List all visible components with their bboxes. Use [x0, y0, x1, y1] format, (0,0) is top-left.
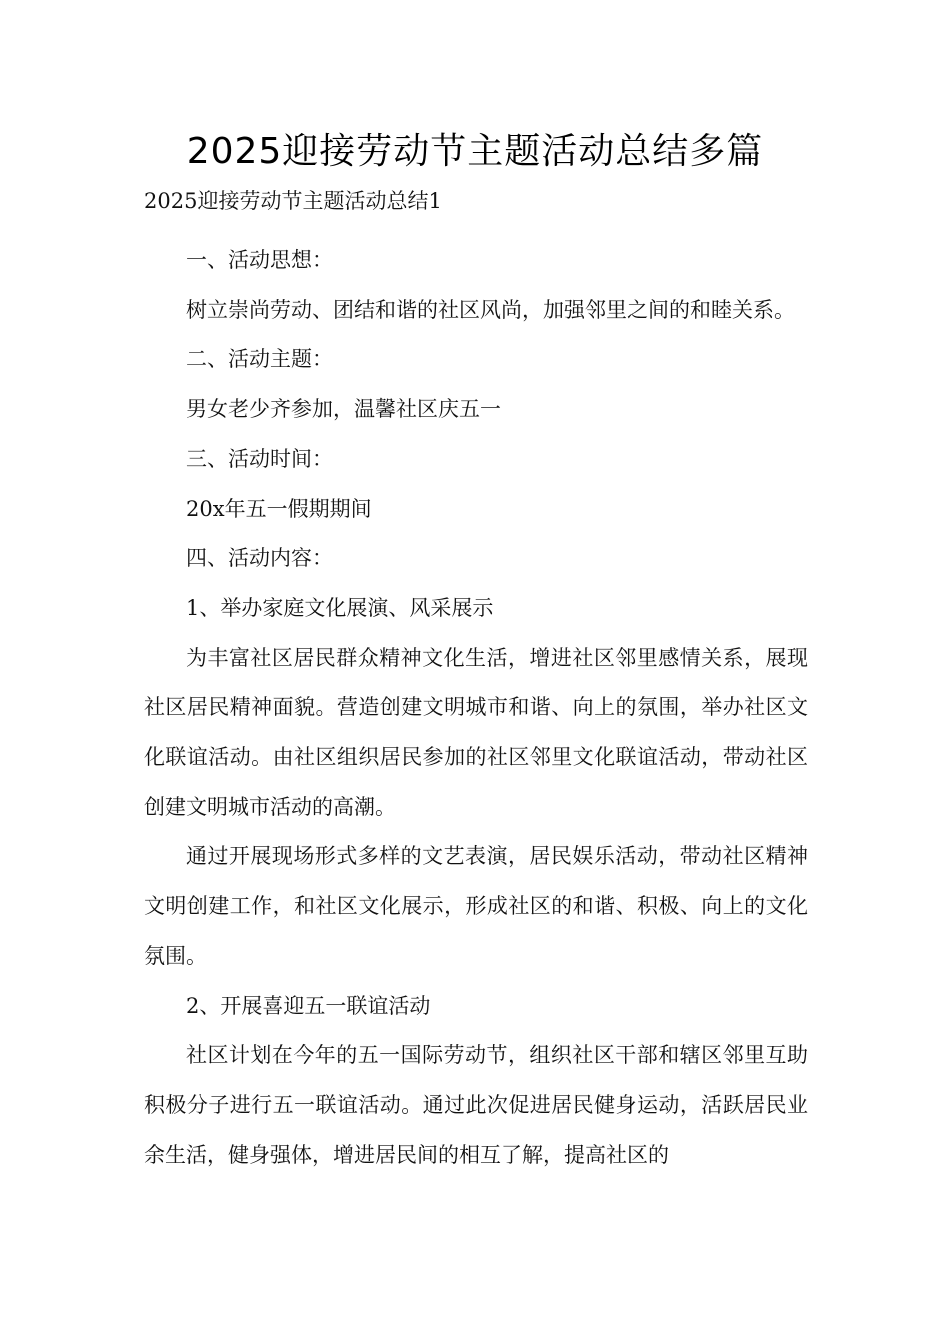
- paragraph: 通过开展现场形式多样的文艺表演，居民娱乐活动，带动社区精神文明创建工作，和社区文化展示，形成社区的和谐、积极、向上的文化氛围。: [144, 844, 808, 968]
- list-item-heading: 1、举办家庭文化展演、风采展示: [186, 595, 494, 620]
- paragraph: 男女老少齐参加，温馨社区庆五一: [186, 397, 501, 422]
- paragraph-heading-1: 一、活动思想：: [186, 248, 333, 272]
- paragraph: 20x年五一假期期间: [186, 496, 372, 521]
- document-title: 2025迎接劳动节主题活动总结多篇: [186, 131, 764, 172]
- list-item-heading: 2、开展喜迎五一联谊活动: [186, 993, 431, 1018]
- document-body: [144, 236, 808, 1180]
- paragraph: 为丰富社区居民群众精神文化生活，增进社区邻里感情关系，展现社区居民精神面貌。营造创建文明城市和谐、向上的氛围，举办社区文化联谊活动。由社区组织居民参加的社区邻里文化联谊活动，带动社区创建文明城市活动的高潮。: [144, 645, 808, 819]
- paragraph: 树立崇尚劳动、团结和谐的社区风尚，加强邻里之间的和睦关系。: [186, 297, 795, 322]
- section-subtitle: 2025迎接劳动节主题活动总结1: [144, 189, 442, 213]
- paragraph-heading-4: 四、活动内容：: [186, 546, 333, 571]
- paragraph-heading-2: 二、活动主题：: [186, 347, 333, 372]
- paragraph-heading-3: 三、活动时间：: [186, 446, 333, 471]
- paragraph: 社区计划在今年的五一国际劳动节，组织社区干部和辖区邻里互助积极分子进行五一联谊活动。通过此次促进居民健身运动，活跃居民业余生活，健身强体，增进居民间的相互了解，提高社区的: [144, 1043, 808, 1167]
